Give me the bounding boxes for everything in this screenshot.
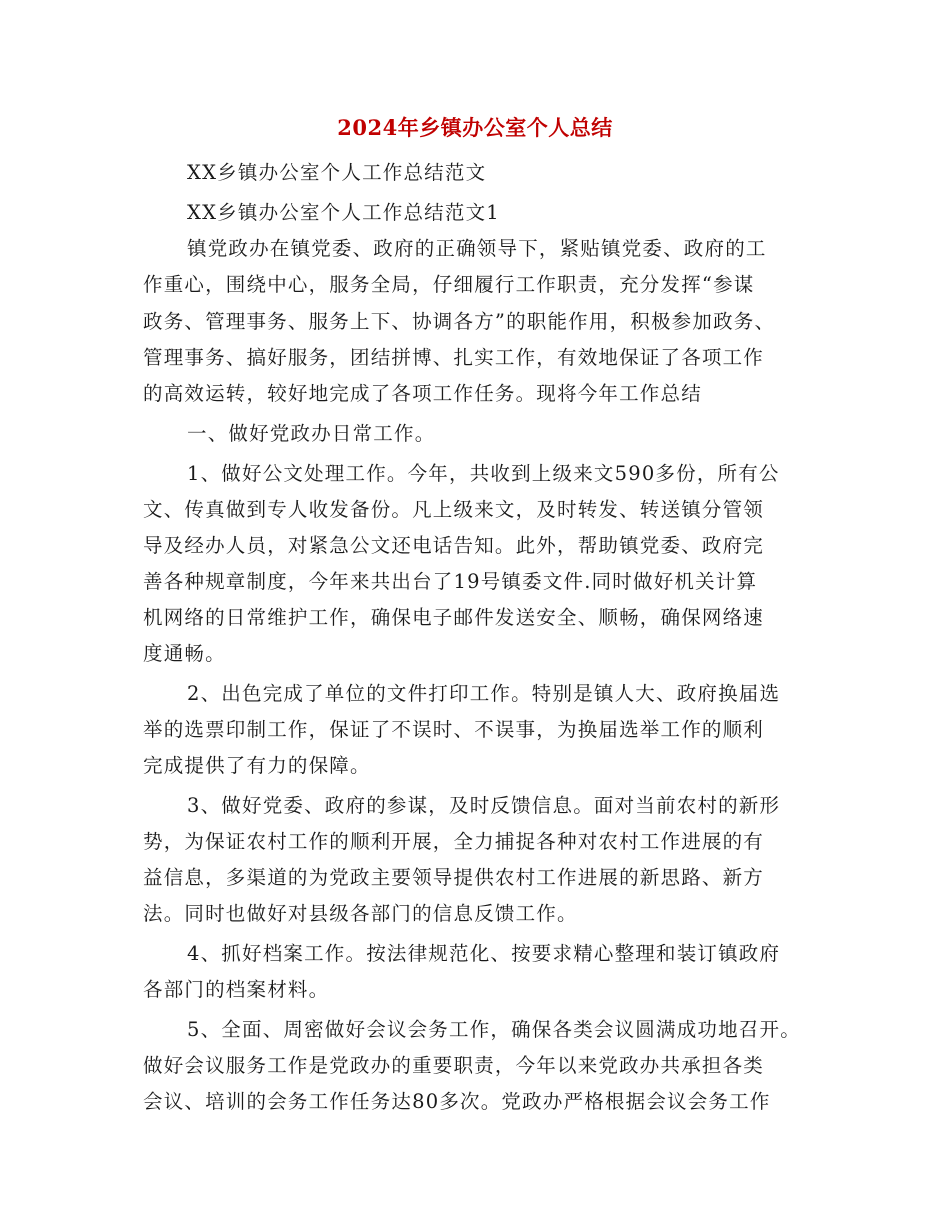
section-heading: 一、做好党政办日常工作。 xyxy=(187,422,436,445)
document-title: 2024年乡镇办公室个人总结 xyxy=(337,115,613,140)
text-line: 4、抓好档案工作。按法律规范化、按要求精心整理和装订镇政府 xyxy=(187,942,781,965)
text-line: 导及经办人员，对紧急公文还电话告知。此外，帮助镇党委、政府完 xyxy=(143,534,765,557)
text-line: 各部门的档案材料。 xyxy=(143,978,330,1001)
text-line: XX乡镇办公室个人工作总结范文 xyxy=(187,161,487,184)
text-line: 政务、管理事务、服务上下、协调各方”的职能作用，积极参加政务、 xyxy=(143,310,776,333)
text-line: 的高效运转，较好地完成了各项工作任务。现将今年工作总结 xyxy=(143,382,702,405)
text-line: 做好会议服务工作是党政办的重要职责，今年以来党政办共承担各类 xyxy=(143,1054,765,1077)
text-line: 完成提供了有力的保障。 xyxy=(143,754,371,777)
text-line: 管理事务、搞好服务，团结拼博、扎实工作，有效地保证了各项工作 xyxy=(143,346,765,369)
text-line: 善各种规章制度，今年来共出台了19号镇委文件.同时做好机关计算 xyxy=(143,570,758,593)
text-line: 势，为保证农村工作的顺利开展，全力捕捉各种对农村工作进展的有 xyxy=(143,830,765,853)
text-line: 举的选票印制工作，保证了不误时、不误事，为换届选举工作的顺利 xyxy=(143,718,765,741)
text-line: 会议、培训的会务工作任务达80多次。党政办严格根据会议会务工作 xyxy=(143,1090,771,1113)
text-line: 文、传真做到专人收发备份。凡上级来文，及时转发、转送镇分管领 xyxy=(143,498,765,521)
text-line: 益信息，多渠道的为党政主要领导提供农村工作进展的新思路、新方 xyxy=(143,866,765,889)
text-line: 法。同时也做好对县级各部门的信息反馈工作。 xyxy=(143,902,578,925)
text-line: 作重心，围绕中心，服务全局，仔细履行工作职责，充分发挥“参谋 xyxy=(143,273,755,296)
text-line: 镇党政办在镇党委、政府的正确领导下，紧贴镇党委、政府的工 xyxy=(187,237,767,260)
text-line: 2、出色完成了单位的文件打印工作。特别是镇人大、政府换届选 xyxy=(187,682,781,705)
text-line: 1、做好公文处理工作。今年，共收到上级来文590多份，所有公 xyxy=(187,462,780,485)
text-line: XX乡镇办公室个人工作总结范文1 xyxy=(187,201,500,224)
text-line: 3、做好党委、政府的参谋，及时反馈信息。面对当前农村的新形 xyxy=(187,794,781,817)
text-line: 机网络的日常维护工作，确保电子邮件发送安全、顺畅，确保网络速 xyxy=(143,606,765,629)
text-line: 5、全面、周密做好会议会务工作，确保各类会议圆满成功地召开。 xyxy=(187,1018,801,1041)
text-line: 度通畅。 xyxy=(143,642,226,665)
